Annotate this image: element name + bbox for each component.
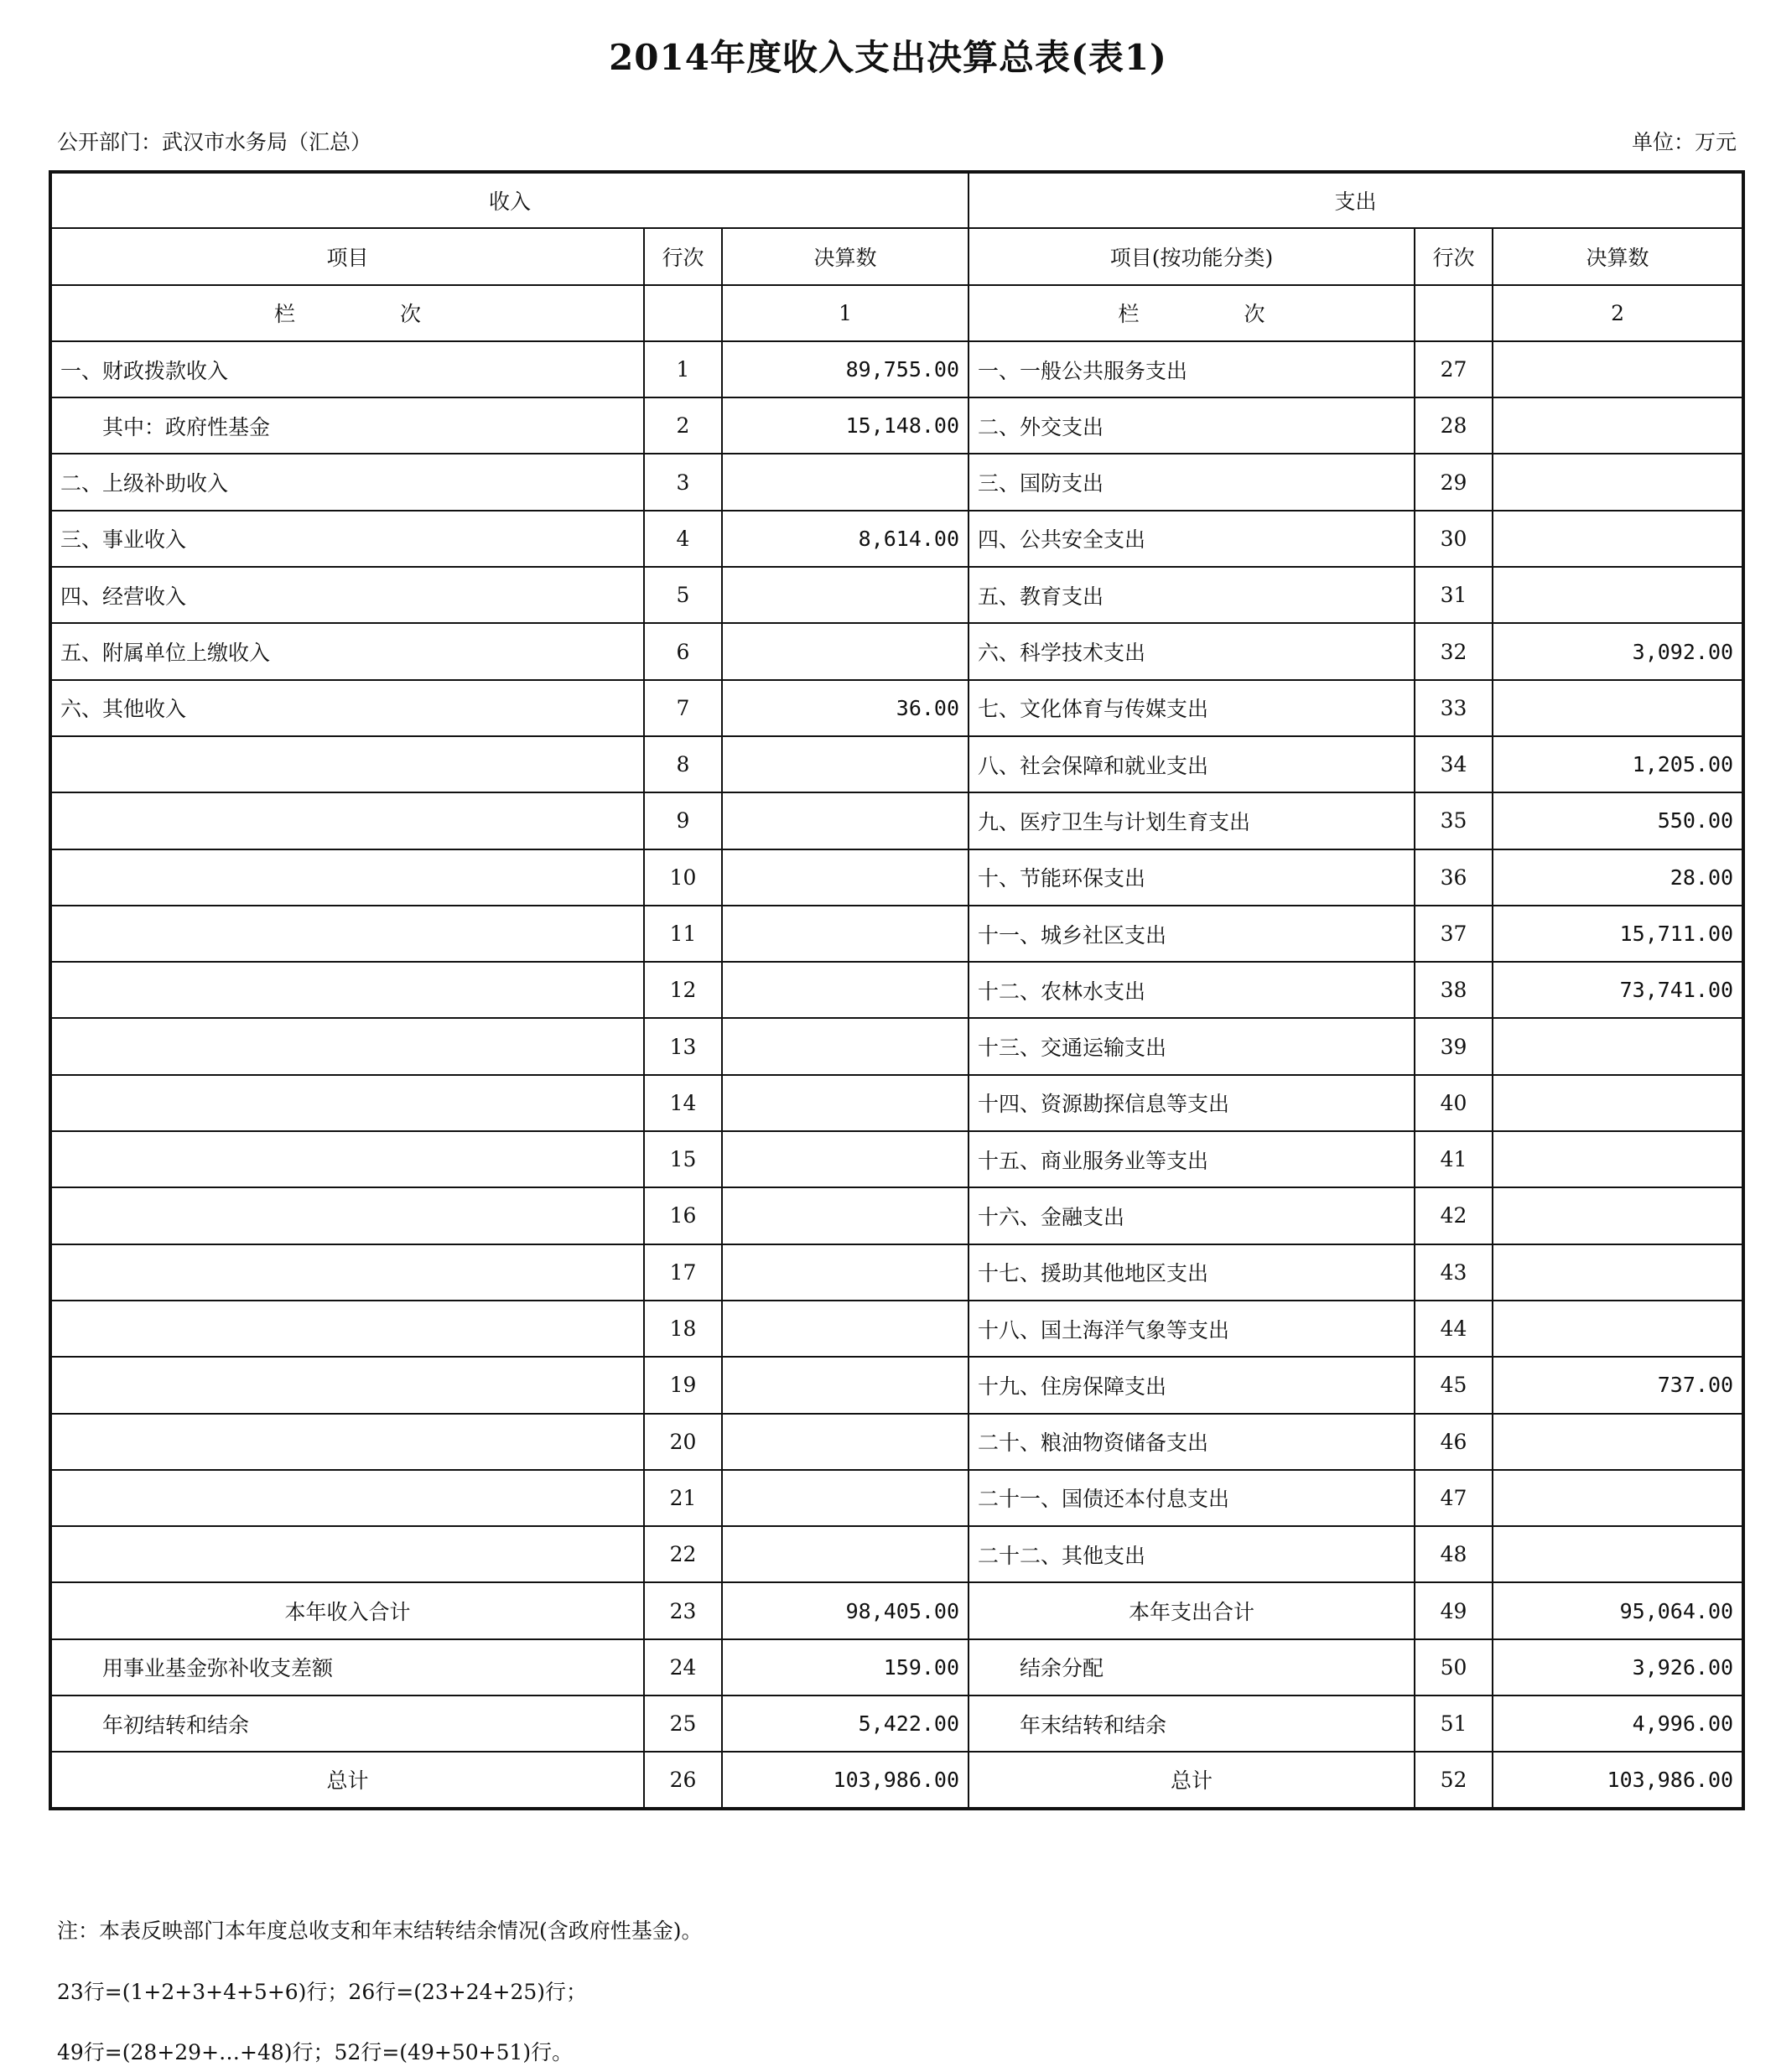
expense-amount-cell [1493, 680, 1743, 736]
note-line-1: 注：本表反映部门本年度总收支和年末结转结余情况(含政府性基金)。 [57, 1919, 703, 1943]
income-item-cell: 三、事业收入 [50, 511, 644, 567]
expense-item-cell: 十五、商业服务业等支出 [968, 1131, 1415, 1187]
expense-item-cell: 十二、农林水支出 [968, 962, 1415, 1018]
expense-item-cell: 本年支出合计 [968, 1582, 1415, 1638]
table-row [50, 1470, 1743, 1526]
expense-item-cell: 七、文化体育与传媒支出 [968, 680, 1415, 736]
income-amount-cell: 15,148.00 [722, 397, 968, 454]
expense-rowno-cell: 52 [1415, 1752, 1493, 1808]
table-row [50, 680, 1743, 736]
income-item-header: 项目 [50, 228, 644, 284]
income-rowno-cell: 5 [644, 567, 722, 623]
expense-amount-cell [1493, 1075, 1743, 1131]
table-row [50, 1018, 1743, 1074]
income-item-cell [50, 1357, 644, 1413]
table-row [50, 397, 1743, 454]
income-rowno-cell: 9 [644, 792, 722, 849]
income-amount-cell [722, 1301, 968, 1357]
income-item-cell [50, 1301, 644, 1357]
income-item-cell [50, 1244, 644, 1301]
expense-rowno-cell: 38 [1415, 962, 1493, 1018]
income-amount-cell [722, 1018, 968, 1074]
income-rowno-cell: 19 [644, 1357, 722, 1413]
expense-amount-cell: 4,996.00 [1493, 1696, 1743, 1752]
expense-rowno-cell: 32 [1415, 623, 1493, 679]
note-line-3: 49行=(28+29+…+48)行；52行=(49+50+51)行。 [57, 2040, 574, 2064]
expense-item-cell: 九、医疗卫生与计划生育支出 [968, 792, 1415, 849]
income-header: 收入 [50, 172, 968, 228]
income-rowno-cell: 22 [644, 1526, 722, 1582]
table-row [50, 962, 1743, 1018]
expense-amount-cell: 103,986.00 [1493, 1752, 1743, 1808]
expense-item-cell: 五、教育支出 [968, 567, 1415, 623]
table-row [50, 1752, 1743, 1808]
expense-rowno-cell: 49 [1415, 1582, 1493, 1638]
income-rowno-cell: 24 [644, 1639, 722, 1696]
income-amount-cell: 5,422.00 [722, 1696, 968, 1752]
table-row [50, 1301, 1743, 1357]
expense-rowno-cell: 45 [1415, 1357, 1493, 1413]
income-amount-cell [722, 849, 968, 906]
table-row [50, 1526, 1743, 1582]
income-rowno-cell: 17 [644, 1244, 722, 1301]
income-item-cell [50, 906, 644, 962]
table-row [50, 1075, 1743, 1131]
income-item-cell [50, 736, 644, 792]
income-item-cell [50, 962, 644, 1018]
expense-item-cell: 四、公共安全支出 [968, 511, 1415, 567]
income-rowno-cell: 15 [644, 1131, 722, 1187]
expense-item-cell: 年末结转和结余 [968, 1696, 1415, 1752]
expense-rowno-cell: 31 [1415, 567, 1493, 623]
income-rowno-cell: 18 [644, 1301, 722, 1357]
expense-amount-cell [1493, 1131, 1743, 1187]
expense-rowno-cell: 48 [1415, 1526, 1493, 1582]
table-row [50, 623, 1743, 679]
budget-table [49, 170, 1745, 1810]
income-amount-cell [722, 792, 968, 849]
page-title: 2014年度收入支出决算总表(表1) [609, 37, 1167, 78]
expense-amount-cell [1493, 1018, 1743, 1074]
expense-amount-cell [1493, 1414, 1743, 1470]
table-row [50, 454, 1743, 510]
department-label: 公开部门：武汉市水务局（汇总） [57, 130, 372, 154]
table-row [50, 906, 1743, 962]
income-rowno-cell: 2 [644, 397, 722, 454]
expense-item-cell: 三、国防支出 [968, 454, 1415, 510]
income-rowno-cell: 21 [644, 1470, 722, 1526]
expense-amount-cell [1493, 1187, 1743, 1244]
expense-rowno-cell: 50 [1415, 1639, 1493, 1696]
table-row [50, 1582, 1743, 1638]
expense-rowno-cell: 46 [1415, 1414, 1493, 1470]
section-header-row [50, 172, 1743, 228]
expense-col-label: 栏 次 [968, 285, 1415, 341]
expense-amount-cell: 550.00 [1493, 792, 1743, 849]
income-item-cell: 五、附属单位上缴收入 [50, 623, 644, 679]
income-item-cell [50, 1470, 644, 1526]
expense-rowno-cell: 44 [1415, 1301, 1493, 1357]
income-amount-cell [722, 1470, 968, 1526]
expense-amount-cell [1493, 1470, 1743, 1526]
expense-amount-header: 决算数 [1493, 228, 1743, 284]
expense-rowno-header: 行次 [1415, 228, 1493, 284]
income-amount-cell [722, 1526, 968, 1582]
table-row [50, 1414, 1743, 1470]
note-line-2: 23行=(1+2+3+4+5+6)行；26行=(23+24+25)行； [57, 1980, 588, 2004]
expense-rowno-cell: 37 [1415, 906, 1493, 962]
expense-amount-cell [1493, 1301, 1743, 1357]
table-row [50, 849, 1743, 906]
income-amount-cell [722, 454, 968, 510]
expense-rowno-cell: 27 [1415, 341, 1493, 397]
income-rowno-cell: 26 [644, 1752, 722, 1808]
income-amount-cell [722, 567, 968, 623]
table-row [50, 1696, 1743, 1752]
income-item-cell: 本年收入合计 [50, 1582, 644, 1638]
income-item-cell [50, 849, 644, 906]
income-rowno-cell: 14 [644, 1075, 722, 1131]
income-item-cell [50, 1187, 644, 1244]
table-row [50, 1187, 1743, 1244]
expense-item-cell: 一、一般公共服务支出 [968, 341, 1415, 397]
income-amount-cell: 8,614.00 [722, 511, 968, 567]
expense-amount-cell [1493, 1526, 1743, 1582]
income-rowno-cell: 3 [644, 454, 722, 510]
income-amount-cell [722, 1414, 968, 1470]
income-amount-cell: 36.00 [722, 680, 968, 736]
unit-label: 单位：万元 [1631, 130, 1737, 154]
expense-item-cell: 八、社会保障和就业支出 [968, 736, 1415, 792]
expense-item-cell: 十三、交通运输支出 [968, 1018, 1415, 1074]
table-row [50, 341, 1743, 397]
expense-amount-cell: 95,064.00 [1493, 1582, 1743, 1638]
expense-item-cell: 二十、粮油物资储备支出 [968, 1414, 1415, 1470]
expense-amount-cell [1493, 397, 1743, 454]
income-item-cell: 二、上级补助收入 [50, 454, 644, 510]
income-rowno-cell: 4 [644, 511, 722, 567]
expense-header: 支出 [968, 172, 1743, 228]
income-amount-cell [722, 736, 968, 792]
income-rowno-cell: 25 [644, 1696, 722, 1752]
expense-item-cell: 二、外交支出 [968, 397, 1415, 454]
income-amount-cell [722, 1244, 968, 1301]
income-amount-cell [722, 1187, 968, 1244]
expense-item-cell: 十八、国土海洋气象等支出 [968, 1301, 1415, 1357]
expense-rowno-cell: 35 [1415, 792, 1493, 849]
expense-rowno-cell: 42 [1415, 1187, 1493, 1244]
income-item-cell: 四、经营收入 [50, 567, 644, 623]
table-row [50, 511, 1743, 567]
income-rowno-cell: 7 [644, 680, 722, 736]
income-amount-cell [722, 1357, 968, 1413]
expense-amount-cell: 3,926.00 [1493, 1639, 1743, 1696]
income-col-number: 1 [722, 285, 968, 341]
income-amount-cell: 98,405.00 [722, 1582, 968, 1638]
income-amount-cell: 89,755.00 [722, 341, 968, 397]
expense-amount-cell [1493, 511, 1743, 567]
expense-item-cell: 十四、资源勘探信息等支出 [968, 1075, 1415, 1131]
income-item-cell: 年初结转和结余 [50, 1696, 644, 1752]
table-row [50, 1244, 1743, 1301]
expense-rowno-cell: 41 [1415, 1131, 1493, 1187]
expense-col-number: 2 [1493, 285, 1743, 341]
expense-item-cell: 结余分配 [968, 1639, 1415, 1696]
income-item-cell [50, 1018, 644, 1074]
income-item-cell: 六、其他收入 [50, 680, 644, 736]
expense-amount-cell [1493, 341, 1743, 397]
income-rowno-cell: 6 [644, 623, 722, 679]
income-rowno-cell: 23 [644, 1582, 722, 1638]
expense-rowno-cell: 43 [1415, 1244, 1493, 1301]
income-rowno-header: 行次 [644, 228, 722, 284]
income-item-cell [50, 1131, 644, 1187]
income-item-cell [50, 792, 644, 849]
income-col-label: 栏 次 [50, 285, 644, 341]
income-item-cell: 总计 [50, 1752, 644, 1808]
income-amount-header: 决算数 [722, 228, 968, 284]
expense-item-cell: 十九、住房保障支出 [968, 1357, 1415, 1413]
income-rowno-cell: 8 [644, 736, 722, 792]
expense-rowno-cell: 51 [1415, 1696, 1493, 1752]
expense-amount-cell: 3,092.00 [1493, 623, 1743, 679]
empty-cell [1415, 285, 1493, 341]
expense-rowno-cell: 30 [1415, 511, 1493, 567]
expense-amount-cell: 737.00 [1493, 1357, 1743, 1413]
table-row [50, 1357, 1743, 1413]
expense-item-cell: 二十二、其他支出 [968, 1526, 1415, 1582]
income-item-cell: 一、财政拨款收入 [50, 341, 644, 397]
expense-item-cell: 十、节能环保支出 [968, 849, 1415, 906]
income-item-cell [50, 1075, 644, 1131]
expense-rowno-cell: 39 [1415, 1018, 1493, 1074]
table-row [50, 1639, 1743, 1696]
income-amount-cell [722, 962, 968, 1018]
expense-item-cell: 十六、金融支出 [968, 1187, 1415, 1244]
column-header-row [50, 228, 1743, 284]
income-rowno-cell: 13 [644, 1018, 722, 1074]
income-rowno-cell: 10 [644, 849, 722, 906]
expense-rowno-cell: 40 [1415, 1075, 1493, 1131]
expense-item-cell: 六、科学技术支出 [968, 623, 1415, 679]
empty-cell [644, 285, 722, 341]
income-item-cell: 用事业基金弥补收支差额 [50, 1639, 644, 1696]
expense-amount-cell: 73,741.00 [1493, 962, 1743, 1018]
income-rowno-cell: 16 [644, 1187, 722, 1244]
expense-item-header: 项目(按功能分类) [968, 228, 1415, 284]
income-rowno-cell: 12 [644, 962, 722, 1018]
expense-rowno-cell: 34 [1415, 736, 1493, 792]
income-rowno-cell: 11 [644, 906, 722, 962]
expense-amount-cell: 28.00 [1493, 849, 1743, 906]
expense-amount-cell: 1,205.00 [1493, 736, 1743, 792]
table-row [50, 792, 1743, 849]
income-item-cell [50, 1414, 644, 1470]
expense-rowno-cell: 33 [1415, 680, 1493, 736]
expense-item-cell: 十一、城乡社区支出 [968, 906, 1415, 962]
expense-amount-cell: 15,711.00 [1493, 906, 1743, 962]
income-amount-cell [722, 1131, 968, 1187]
expense-amount-cell [1493, 567, 1743, 623]
income-amount-cell: 159.00 [722, 1639, 968, 1696]
table-row [50, 736, 1743, 792]
table-row [50, 567, 1743, 623]
income-amount-cell [722, 1075, 968, 1131]
income-amount-cell [722, 906, 968, 962]
income-amount-cell: 103,986.00 [722, 1752, 968, 1808]
expense-amount-cell [1493, 1244, 1743, 1301]
table-row [50, 1131, 1743, 1187]
income-item-cell [50, 1526, 644, 1582]
expense-rowno-cell: 29 [1415, 454, 1493, 510]
income-rowno-cell: 1 [644, 341, 722, 397]
income-rowno-cell: 20 [644, 1414, 722, 1470]
expense-rowno-cell: 36 [1415, 849, 1493, 906]
expense-item-cell: 二十一、国债还本付息支出 [968, 1470, 1415, 1526]
expense-amount-cell [1493, 454, 1743, 510]
expense-rowno-cell: 28 [1415, 397, 1493, 454]
expense-item-cell: 十七、援助其他地区支出 [968, 1244, 1415, 1301]
expense-rowno-cell: 47 [1415, 1470, 1493, 1526]
column-index-row [50, 285, 1743, 341]
income-item-cell: 其中：政府性基金 [50, 397, 644, 454]
expense-item-cell: 总计 [968, 1752, 1415, 1808]
income-amount-cell [722, 623, 968, 679]
